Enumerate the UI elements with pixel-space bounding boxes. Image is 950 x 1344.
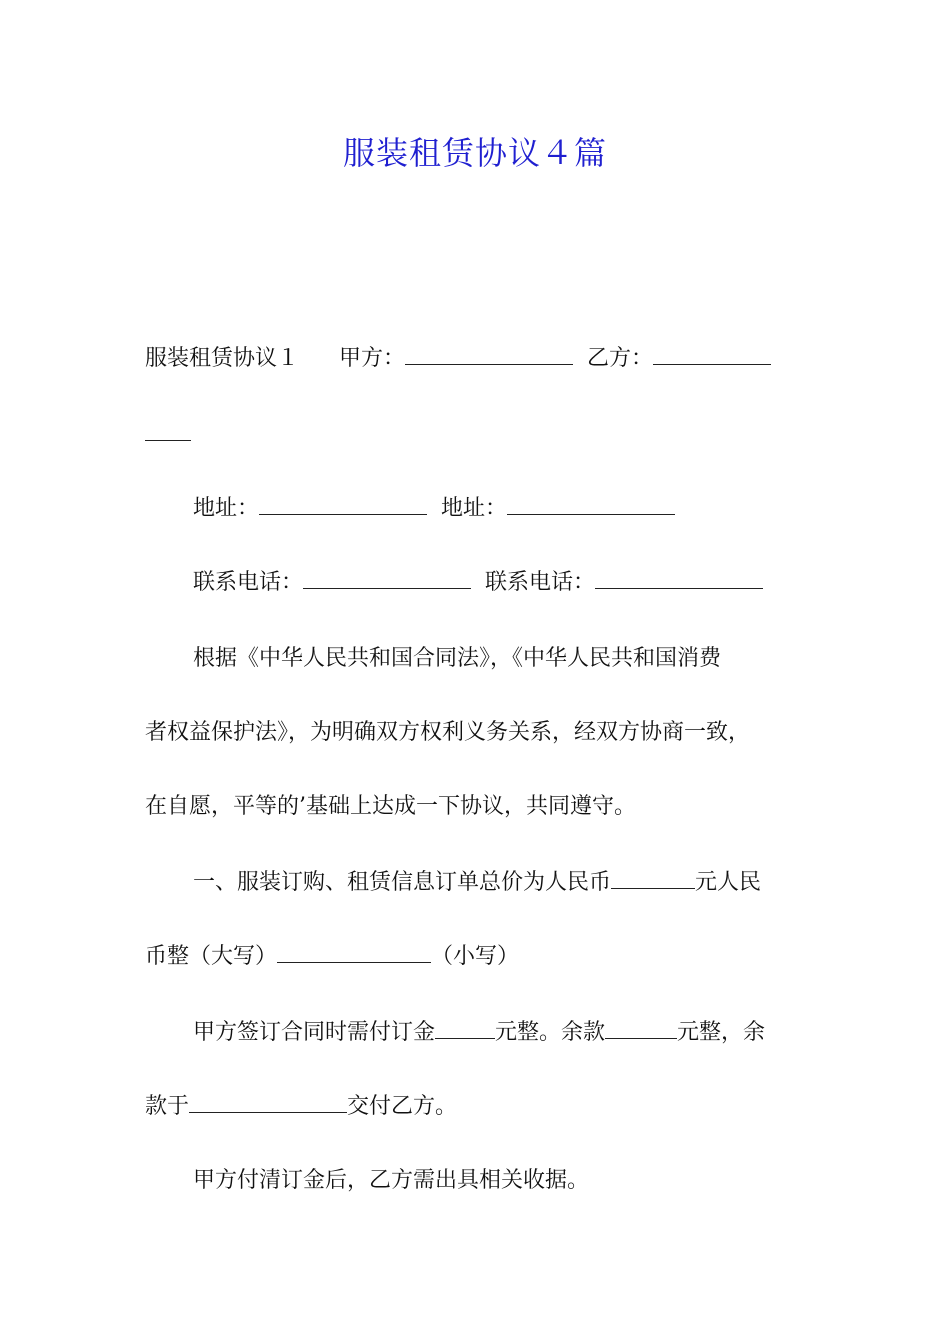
clause1-text-c: 币整（大写） bbox=[145, 944, 278, 969]
party-a-phone-label: 联系电话： bbox=[193, 570, 304, 595]
party-b-label: 乙方： bbox=[587, 346, 654, 371]
deposit-text-d: 款于 bbox=[145, 1094, 190, 1119]
party-a-label: 甲方： bbox=[339, 346, 406, 371]
clause1-line-2 bbox=[145, 942, 519, 972]
party-b-address-label: 地址： bbox=[441, 496, 508, 521]
party-a-address-blank bbox=[259, 494, 427, 515]
amount-uppercase-blank bbox=[277, 942, 431, 963]
party-a-address-label: 地址： bbox=[193, 496, 260, 521]
deposit-text-c: 元整，余 bbox=[677, 1020, 766, 1045]
party-b-blank-continued bbox=[145, 420, 191, 441]
basis-paragraph-line-3: 在自愿，平等的’基础上达成一下协议，共同遵守。 bbox=[145, 794, 636, 819]
clause1-line-1 bbox=[193, 868, 761, 898]
clause1-text-d: （小写） bbox=[431, 944, 520, 969]
basis-paragraph-line-1: 根据《中华人民共和国合同法》，《中华人民共和国消费 bbox=[193, 646, 722, 671]
deposit-text-a: 甲方签订合同时需付订金 bbox=[193, 1020, 436, 1045]
party-b-blank bbox=[653, 344, 771, 365]
clause1-text-b: 元人民 bbox=[695, 870, 762, 895]
receipt-line: 甲方付清订金后，乙方需出具相关收据。 bbox=[193, 1168, 590, 1193]
address-line bbox=[193, 494, 675, 524]
clause1-text-a: 一、服装订购、租赁信息订单总价为人民币 bbox=[193, 870, 612, 895]
party-b-phone-label: 联系电话： bbox=[485, 570, 596, 595]
deposit-text-b: 元整。余款 bbox=[495, 1020, 606, 1045]
basis-paragraph-line-2: 者权益保护法》，为明确双方权利义务关系，经双方协商一致， bbox=[145, 720, 751, 745]
party-a-blank bbox=[405, 344, 573, 365]
party-b-phone-blank bbox=[595, 568, 763, 589]
deposit-line-1 bbox=[193, 1018, 765, 1048]
deposit-blank bbox=[435, 1018, 495, 1039]
agreement-heading: 服装租赁协议１ bbox=[145, 346, 300, 371]
party-b-blank-continued-line bbox=[145, 420, 191, 450]
party-b-address-blank bbox=[507, 494, 675, 515]
total-price-blank bbox=[611, 868, 695, 889]
deposit-text-e: 交付乙方。 bbox=[347, 1094, 458, 1119]
document-title: 服装租赁协议４篇 bbox=[342, 134, 607, 172]
party-a-phone-blank bbox=[303, 568, 471, 589]
balance-date-blank bbox=[189, 1092, 347, 1113]
parties-line bbox=[145, 344, 771, 374]
phone-line bbox=[193, 568, 763, 598]
deposit-line-2 bbox=[145, 1092, 457, 1122]
balance-blank bbox=[605, 1018, 677, 1039]
